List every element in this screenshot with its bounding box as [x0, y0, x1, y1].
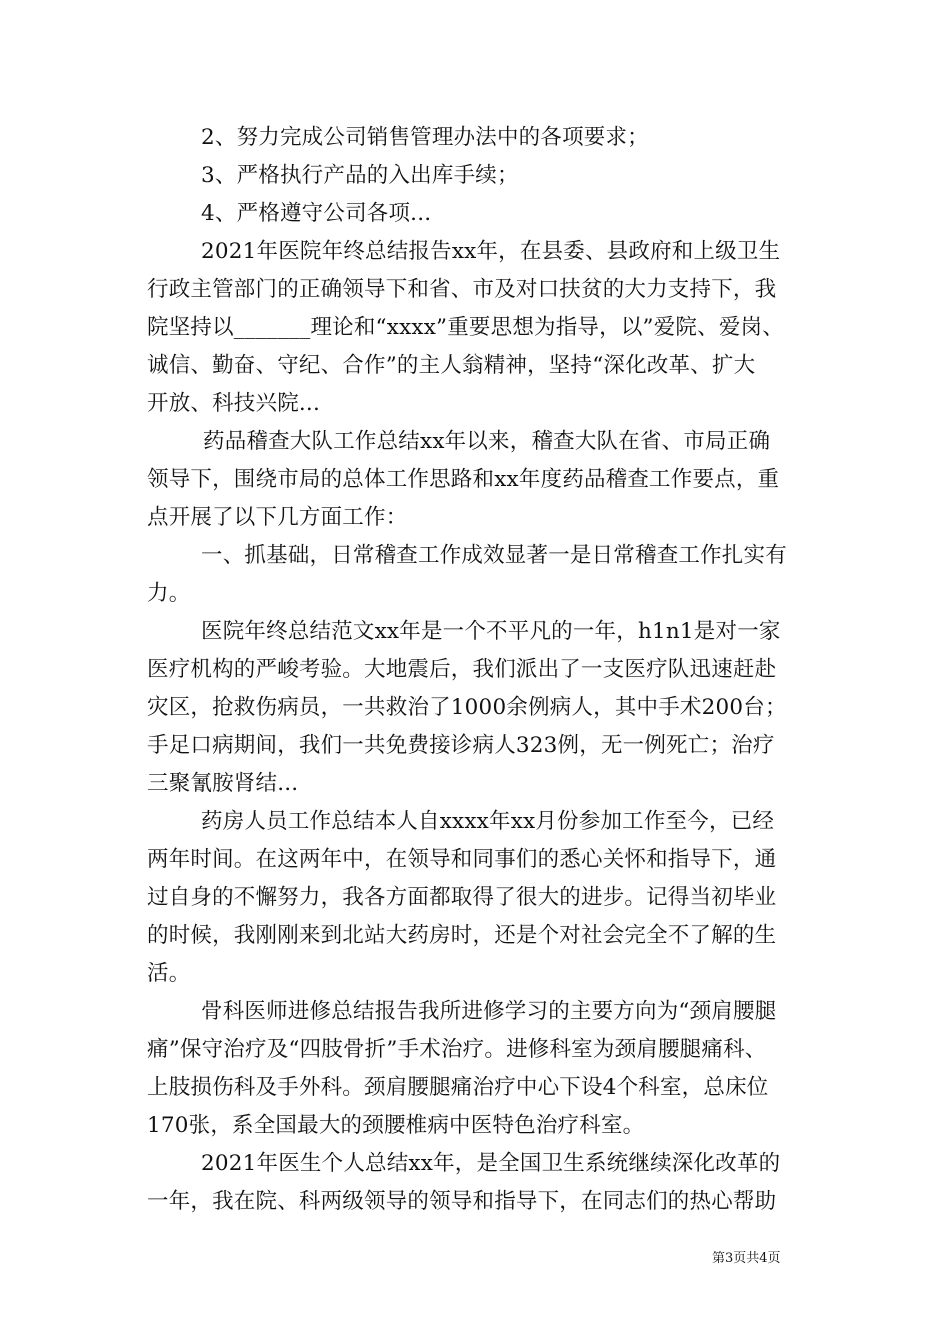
text-line: 活。: [147, 961, 191, 986]
text-line: 骨科医师进修总结报告我所进修学习的主要方向为“颈肩腰腿: [201, 999, 777, 1024]
text-line: 诚信、勤奋、守纪、合作”的主人翁精神，坚持“深化改革、扩大: [147, 353, 756, 378]
text-line: 痛”保守治疗及“四肢骨折”手术治疗。进修科室为颈肩腰腿痛科、: [147, 1037, 767, 1062]
text-line: 开放、科技兴院...: [147, 391, 321, 416]
text-line: 170张，系全国最大的颈腰椎病中医特色治疗科室。: [147, 1113, 645, 1138]
text-line: 力。: [147, 581, 191, 606]
text-line: 2021年医生个人总结xx年，是全国卫生系统继续深化改革的: [201, 1151, 781, 1176]
page-number-footer: 第3页共4页: [712, 1251, 781, 1266]
text-line: 灾区，抢救伤病员，一共救治了1000余例病人，其中手术200台；: [147, 695, 787, 720]
text-line: 手足口病期间，我们一共免费接诊病人323例，无一例死亡；治疗: [147, 733, 775, 758]
text-line: 医院年终总结范文xx年是一个不平凡的一年，h1n1是对一家: [201, 619, 781, 644]
text-line: 4、严格遵守公司各项...: [201, 201, 432, 226]
text-line: 医疗机构的严峻考验。大地震后，我们派出了一支医疗队迅速赶赴: [147, 657, 777, 682]
text-line: 点开展了以下几方面工作：: [147, 505, 408, 530]
text-line: 上肢损伤科及手外科。颈肩腰腿痛治疗中心下设4个科室，总床位: [147, 1075, 769, 1100]
text-line: 药品稽查大队工作总结xx年以来，稽查大队在省、市局正确: [203, 429, 771, 454]
text-line: 两年时间。在这两年中，在领导和同事们的悉心关怀和指导下，通: [147, 847, 777, 872]
text-line: 一、抓基础，日常稽查工作成效显著一是日常稽查工作扎实有: [201, 543, 787, 568]
text-line: 领导下，围绕市局的总体工作思路和xx年度药品稽查工作要点，重: [147, 467, 780, 492]
text-line: 行政主管部门的正确领导下和省、市及对口扶贫的大力支持下，我: [147, 277, 777, 302]
text-line: 过自身的不懈努力，我各方面都取得了很大的进步。记得当初毕业: [147, 885, 777, 910]
text-line: 的时候，我刚刚来到北站大药房时，还是个对社会完全不了解的生: [147, 923, 777, 948]
text-line: 三聚氰胺肾结...: [147, 771, 299, 796]
text-line: 院坚持以_______理论和“xxxx”重要思想为指导，以”爱院、爱岗、: [147, 315, 784, 340]
text-line: 药房人员工作总结本人自xxxx年xx月份参加工作至今，已经: [201, 809, 775, 834]
text-line: 2021年医院年终总结报告xx年，在县委、县政府和上级卫生: [201, 239, 781, 264]
text-line: 一年，我在院、科两级领导的领导和指导下，在同志们的热心帮助: [147, 1189, 777, 1214]
text-line: 2、努力完成公司销售管理办法中的各项要求；: [201, 125, 649, 150]
text-line: 3、严格执行产品的入出库手续；: [201, 163, 519, 188]
